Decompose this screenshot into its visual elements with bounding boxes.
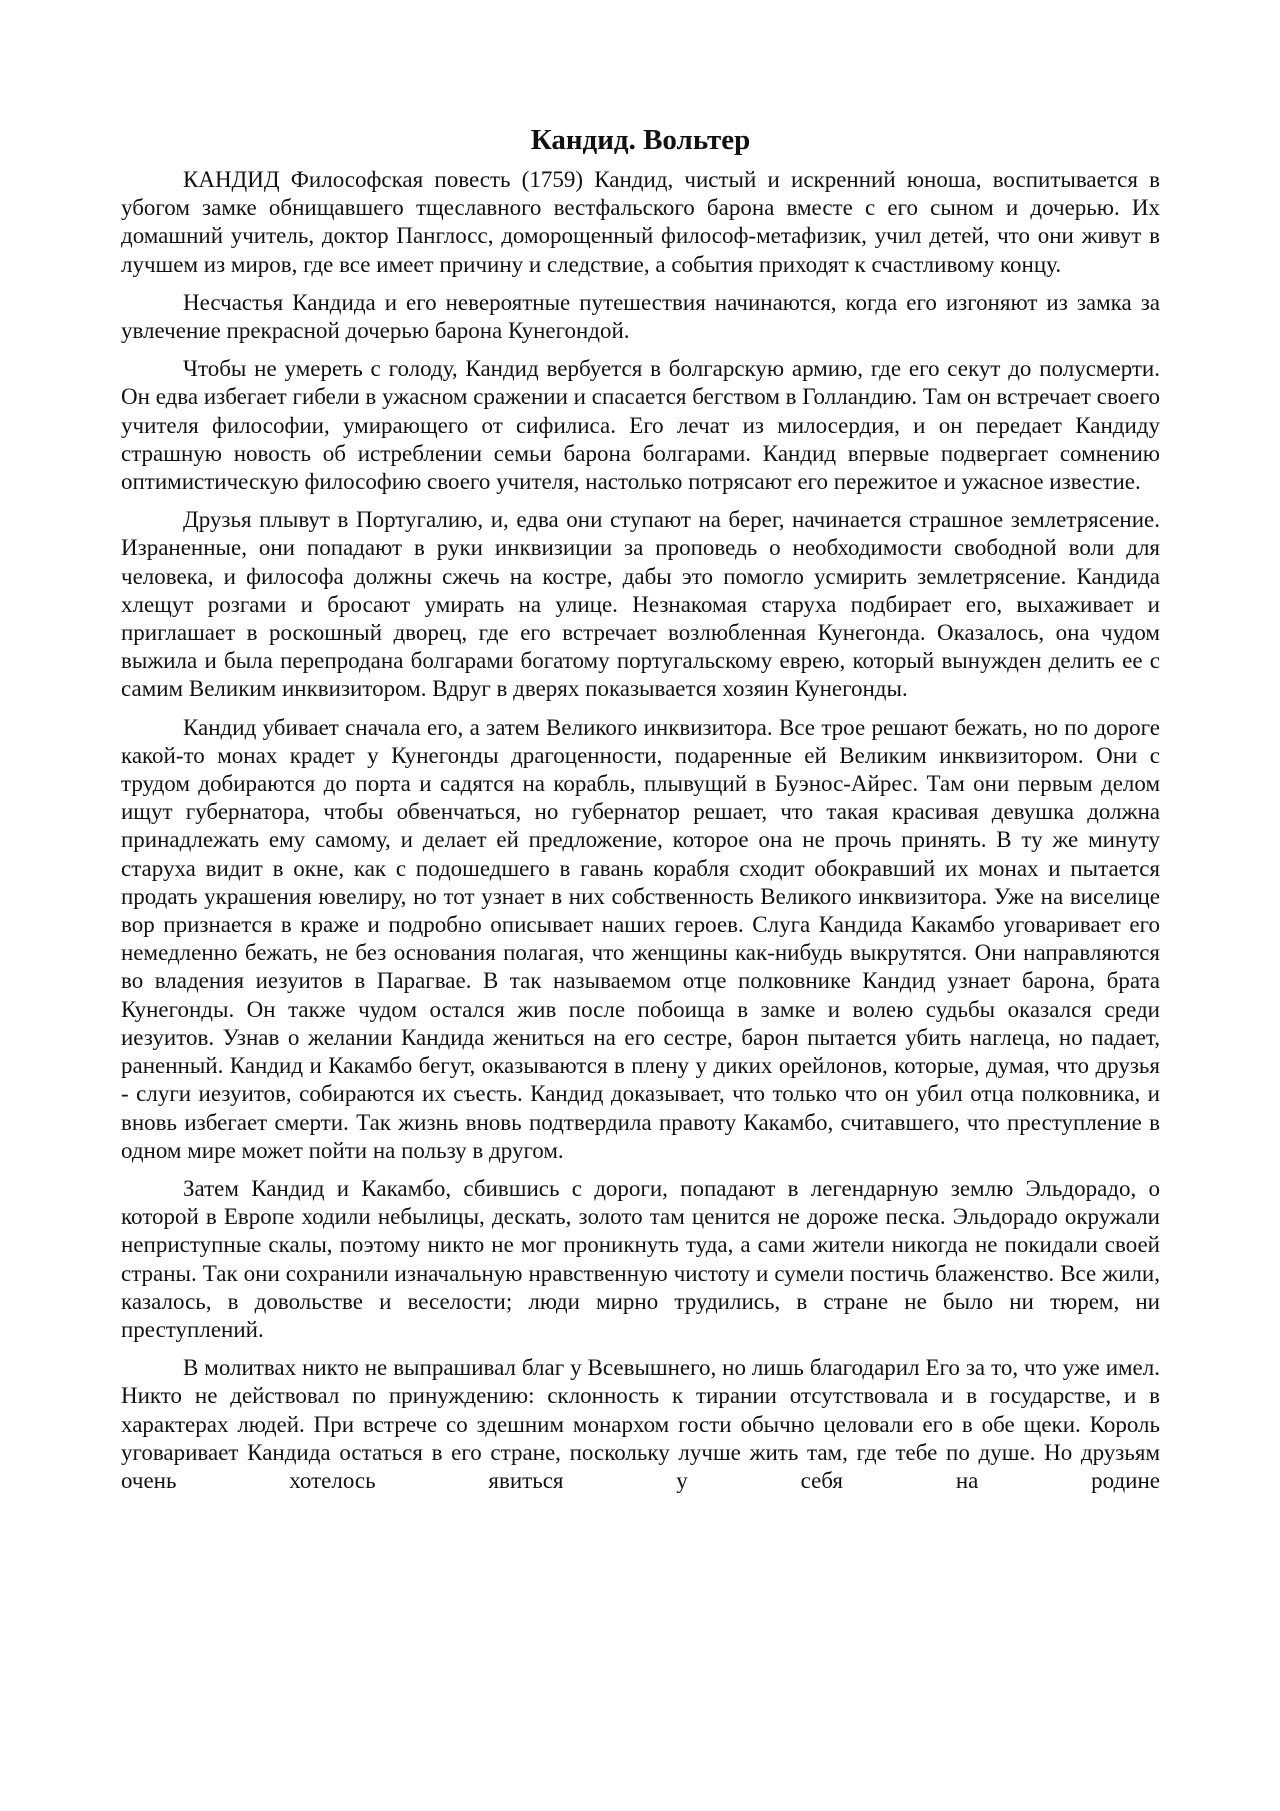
document-page xyxy=(121,122,1160,1505)
paragraph-5: Кандид убивает сначала его, а затем Великого инквизитора. Все трое решают бежать, но по дороге какой-то монах крадет у Кунегонды драгоценности, подаренные ей Великим инквизитором. Они с трудом добираются до порта и садятся на корабль, плывущий в Буэнос-Айрес. Там они первым делом ищут губернатора, чтобы обвенчаться, но губернатор решает, что такая красивая девушка должна принадлежать ему самому, и делает ей предложение, которое она не прочь принять. В ту же минуту старуха видит в окне, как с подошедшего в гавань корабля сходит обокравший их монах и пытается продать украшения ювелиру, но тот узнает в них собственность Великого инквизитора. Уже на виселице вор признается в краже и подробно описывает наших героев. Слуга Кандида Какамбо уговаривает его немедленно бежать, не без основания полагая, что женщины как-нибудь выкрутятся. Они направляются во владения иезуитов в Парагвае. В так называемом отце полковнике Кандид узнает барона, брата Кунегонды. Он также чудом остался жив после побоища в замке и волею судьбы оказался среди иезуитов. Узнав о желании Кандида жениться на его сестре, барон пытается убить наглеца, но падает, раненный. Кандид и Какамбо бегут, оказываются в плену у диких орейлонов, которые, думая, что друзья - слуги иезуитов, собираются их съесть. Кандид доказывает, что только что он убил отца полковника, и вновь избегает смерти. Так жизнь вновь подтвердила правоту Какамбо, считавшего, что преступление в одном мире может пойти на пользу в другом. xyxy=(121,714,1160,1163)
page-title: Кандид. Вольтер xyxy=(530,124,751,156)
paragraph-2: Несчастья Кандида и его невероятные путешествия начинаются, когда его изгоняют из замка за увлечение прекрасной дочерью барона Кунегондой. xyxy=(121,289,1160,344)
paragraph-7: В молитвах никто не выпрашивал благ у Всевышнего, но лишь благодарил Его за то, что уже имел. Никто не действовал по принуждению: склонность к тирании отсутствовала и в государстве, и в характерах людей. При встрече со здешним монархом гости обычно целовали его в обе щеки. Король уговаривает Кандида остаться в его стране, поскольку лучше жить там, где тебе по душе. Но друзьям очень хотелось явиться у себя на родине xyxy=(121,1355,1160,1493)
paragraph-4: Друзья плывут в Португалию, и, едва они ступают на берег, начинается страшное землетрясение. Израненные, они попадают в руки инквизиции за проповедь о необходимости свободной воли для человека, и философа должны сжечь на костре, дабы это помогло усмирить землетрясение. Кандида хлещут розгами и бросают умирать на улице. Незнакомая старуха подбирает его, выхаживает и приглашает в роскошный дворец, где его встречает возлюбленная Кунегонда. Оказалось, она чудом выжила и была перепродана болгарами богатому португальскому еврею, который вынужден делить ее с самим Великим инквизитором. Вдруг в дверях показывается хозяин Кунегонды. xyxy=(121,507,1160,702)
paragraph-3: Чтобы не умереть с голоду, Кандид вербуется в болгарскую армию, где его секут до полусмерти. Он едва избегает гибели в ужасном сражении и спасается бегством в Голландию. Там он встречает своего учителя философии, умирающего от сифилиса. Его лечат из милосердия, и он передает Кандиду страшную новость об истреблении семьи барона болгарами. Кандид впервые подвергает сомнению оптимистическую философию своего учителя, настолько потрясают его пережитое и ужасное известие. xyxy=(121,356,1160,495)
paragraph-1: КАНДИД Философская повесть (1759) Кандид, чистый и искренний юноша, воспитывается в убогом замке обнищавшего тщеславного вестфальского барона вместе с его сыном и дочерью. Их домашний учитель, доктор Панглосс, доморощенный философ-метафизик, учил детей, что они живут в лучшем из миров, где все имеет причину и следствие, а события приходят к счастливому концу. xyxy=(121,167,1160,277)
paragraph-6: Затем Кандид и Какамбо, сбившись с дороги, попадают в легендарную землю Эльдорадо, о которой в Европе ходили небылицы, дескать, золото там ценится не дороже песка. Эльдорадо окружали неприступные скалы, поэтому никто не мог проникнуть туда, а сами жители никогда не покидали своей страны. Так они сохранили изначальную нравственную чистоту и сумели постичь блаженство. Все жили, казалось, в довольстве и веселости; люди мирно трудились, в стране не было ни тюрем, ни преступлений. xyxy=(121,1175,1160,1342)
